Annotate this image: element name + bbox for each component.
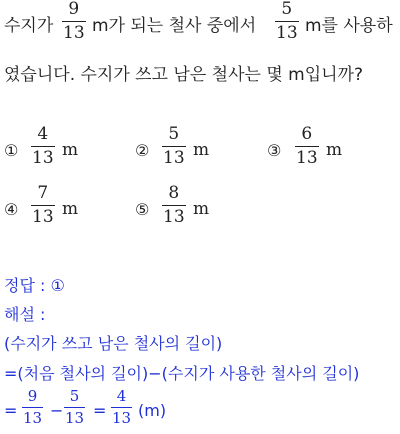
fraction-numerator: 6 — [301, 124, 313, 144]
choice-fraction — [162, 185, 186, 226]
fraction-bar — [31, 146, 55, 147]
fraction-denominator: 13 — [32, 207, 54, 227]
fraction-bar — [275, 21, 299, 22]
fraction-numerator: 4 — [116, 387, 127, 405]
fraction-bar — [64, 407, 85, 408]
fraction-numerator: 4 — [37, 124, 49, 144]
choice-fraction — [162, 126, 186, 167]
fraction-denominator: 13 — [163, 207, 185, 227]
fraction-denominator: 13 — [163, 148, 185, 168]
fraction-denominator: 13 — [63, 23, 85, 43]
fraction-5-13 — [275, 1, 299, 42]
fraction-denominator: 13 — [23, 409, 43, 427]
fraction-numerator: 9 — [27, 387, 38, 405]
explanation-label: 해설 : — [4, 305, 46, 324]
fraction-numerator: 8 — [168, 183, 180, 203]
choice-unit: m — [62, 140, 79, 160]
fraction-bar — [162, 205, 186, 206]
explanation-fraction-9-13 — [22, 389, 43, 426]
question-text-part2: m가 되는 철사 중에서 — [92, 16, 257, 36]
fraction-numerator: 5 — [281, 0, 293, 19]
fraction-denominator: 13 — [32, 148, 54, 168]
fraction-denominator: 13 — [65, 409, 85, 427]
choice-marker: ① — [4, 141, 19, 160]
fraction-numerator: 5 — [69, 387, 80, 405]
question-text-part1: 수지가 — [4, 16, 54, 36]
fraction-9-13 — [62, 1, 86, 42]
fraction-bar — [22, 407, 43, 408]
fraction-bar — [31, 205, 55, 206]
explanation-line1: (수지가 쓰고 남은 철사의 길이) — [4, 334, 223, 353]
choice-unit: m — [326, 140, 343, 160]
fraction-numerator: 9 — [68, 0, 80, 19]
fraction-numerator: 5 — [168, 124, 180, 144]
question-text-part3: m를 사용하 — [305, 16, 393, 36]
explanation-fraction-4-13 — [111, 389, 132, 426]
choice-marker: ⑤ — [135, 200, 150, 219]
choice-fraction — [31, 126, 55, 167]
choice-fraction — [295, 126, 319, 167]
fraction-bar — [62, 21, 86, 22]
equals-sign: = — [4, 401, 18, 420]
equals-sign: = — [93, 401, 107, 420]
choice-unit: m — [62, 199, 79, 219]
answer-label: 정답 : ① — [4, 276, 65, 295]
choice-marker: ③ — [267, 141, 282, 160]
fraction-bar — [295, 146, 319, 147]
choice-marker: ④ — [4, 200, 19, 219]
fraction-denominator: 13 — [112, 409, 132, 427]
explanation-line2: =(처음 철사의 길이)−(수지가 사용한 철사의 길이) — [4, 364, 360, 383]
minus-sign: − — [50, 401, 64, 420]
choice-marker: ② — [135, 141, 150, 160]
explanation-fraction-5-13 — [64, 389, 85, 426]
explanation-unit: (m) — [138, 401, 167, 420]
fraction-denominator: 13 — [296, 148, 318, 168]
question-text-line2: 였습니다. 수지가 쓰고 남은 철사는 몇 m입니까? — [4, 65, 364, 85]
choice-unit: m — [193, 140, 210, 160]
fraction-bar — [162, 146, 186, 147]
fraction-numerator: 7 — [37, 183, 49, 203]
fraction-denominator: 13 — [276, 23, 298, 43]
fraction-bar — [111, 407, 132, 408]
choice-unit: m — [193, 199, 210, 219]
choice-fraction — [31, 185, 55, 226]
